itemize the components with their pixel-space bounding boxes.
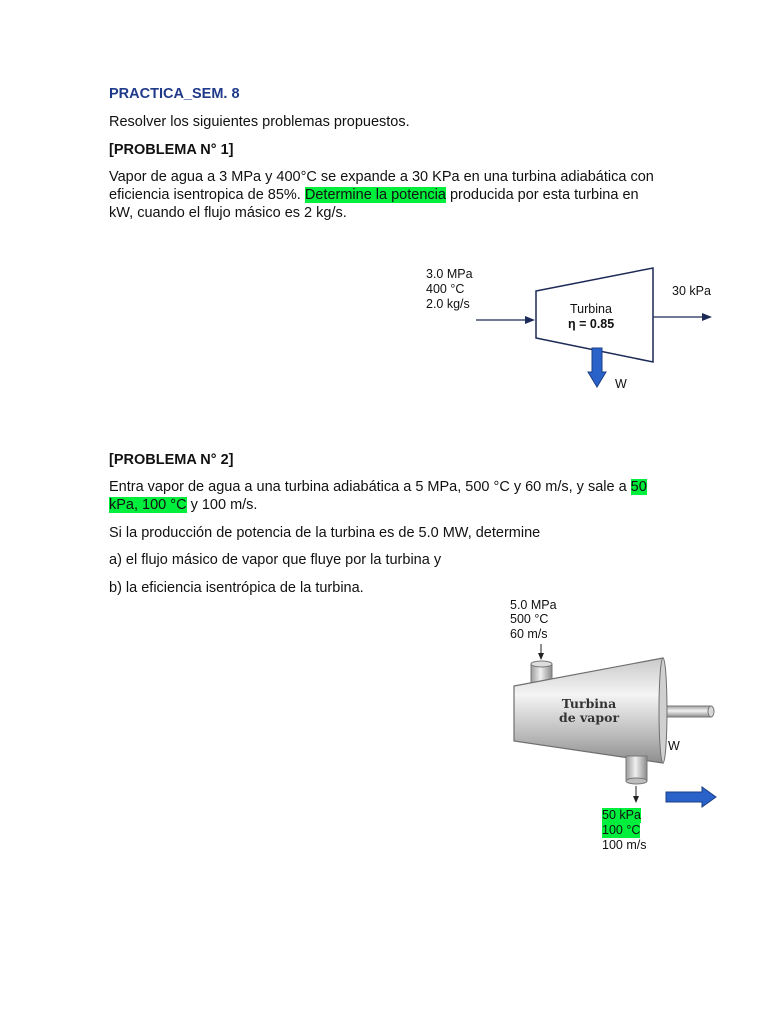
inlet1-temperature: 400 °C: [426, 282, 465, 296]
work2-arrow-icon: [666, 787, 716, 807]
problem1-highlight: Determine la potencia: [304, 187, 446, 203]
outlet2-temperature: 100 °C: [602, 823, 641, 837]
inlet2-velocity: 60 m/s: [510, 627, 548, 641]
page-title: PRACTICA_SEM. 8: [109, 86, 240, 102]
problem2-heading: [PROBLEMA N° 2]: [109, 452, 234, 468]
intro-text: Resolver los siguientes problemas propuestos.: [109, 114, 410, 130]
inlet2-pipe-top: [531, 661, 552, 667]
inlet2-arrow-head: [538, 653, 544, 660]
outlet2-velocity: 100 m/s: [602, 838, 647, 852]
inlet1-flow: 2.0 kg/s: [426, 297, 470, 311]
outlet2-arrow-head: [633, 796, 639, 803]
problem2-text-before: Entra vapor de agua a una turbina adiabática a 5 MPa, 500 °C y 60 m/s, y sale a: [109, 479, 631, 495]
turbine2-shaft: [663, 706, 711, 717]
work2-label: W: [668, 739, 680, 753]
work1-label: W: [615, 377, 627, 391]
problem1-heading: [PROBLEMA N° 1]: [109, 142, 234, 158]
shaft-end: [708, 706, 714, 717]
problem2-line2: Si la producción de potencia de la turbina es de 5.0 MW, determine: [109, 525, 541, 541]
problem2-text-after: y 100 m/s.: [186, 497, 258, 513]
inlet1-pressure: 3.0 MPa: [426, 267, 473, 281]
outlet2-pressure: 50 kPa: [602, 808, 641, 822]
turbine2-label-line2: de vapor: [558, 710, 620, 725]
turbine1-efficiency: η = 0.85: [568, 317, 615, 331]
outlet1-pressure: 30 kPa: [672, 284, 711, 298]
turbine2-label-line1: Turbina: [561, 696, 617, 711]
problem1-text-before: Vapor de agua a 3 MPa y 400°C se expande a 30 KPa en una turbina adiabática con eficiencia isentropica de 85%.: [109, 169, 654, 203]
turbine1-label: Turbina: [570, 302, 612, 316]
inlet2-pressure: 5.0 MPa: [510, 598, 557, 612]
problem2-item-a: a) el flujo másico de vapor que fluye por la turbina y: [109, 552, 442, 568]
problem2-item-b: b) la eficiencia isentrópica de la turbina.: [109, 580, 364, 596]
problem2-highlight: 50 kPa, 100 °C: [109, 479, 647, 513]
outlet2-pipe-bottom: [626, 778, 647, 784]
turbine2-end-face: [659, 658, 667, 763]
outlet2-pipe: [626, 756, 647, 781]
problem1-text-after: producida por esta turbina en kW, cuando el flujo másico es 2 kg/s.: [109, 187, 639, 221]
inlet2-temperature: 500 °C: [510, 612, 549, 626]
